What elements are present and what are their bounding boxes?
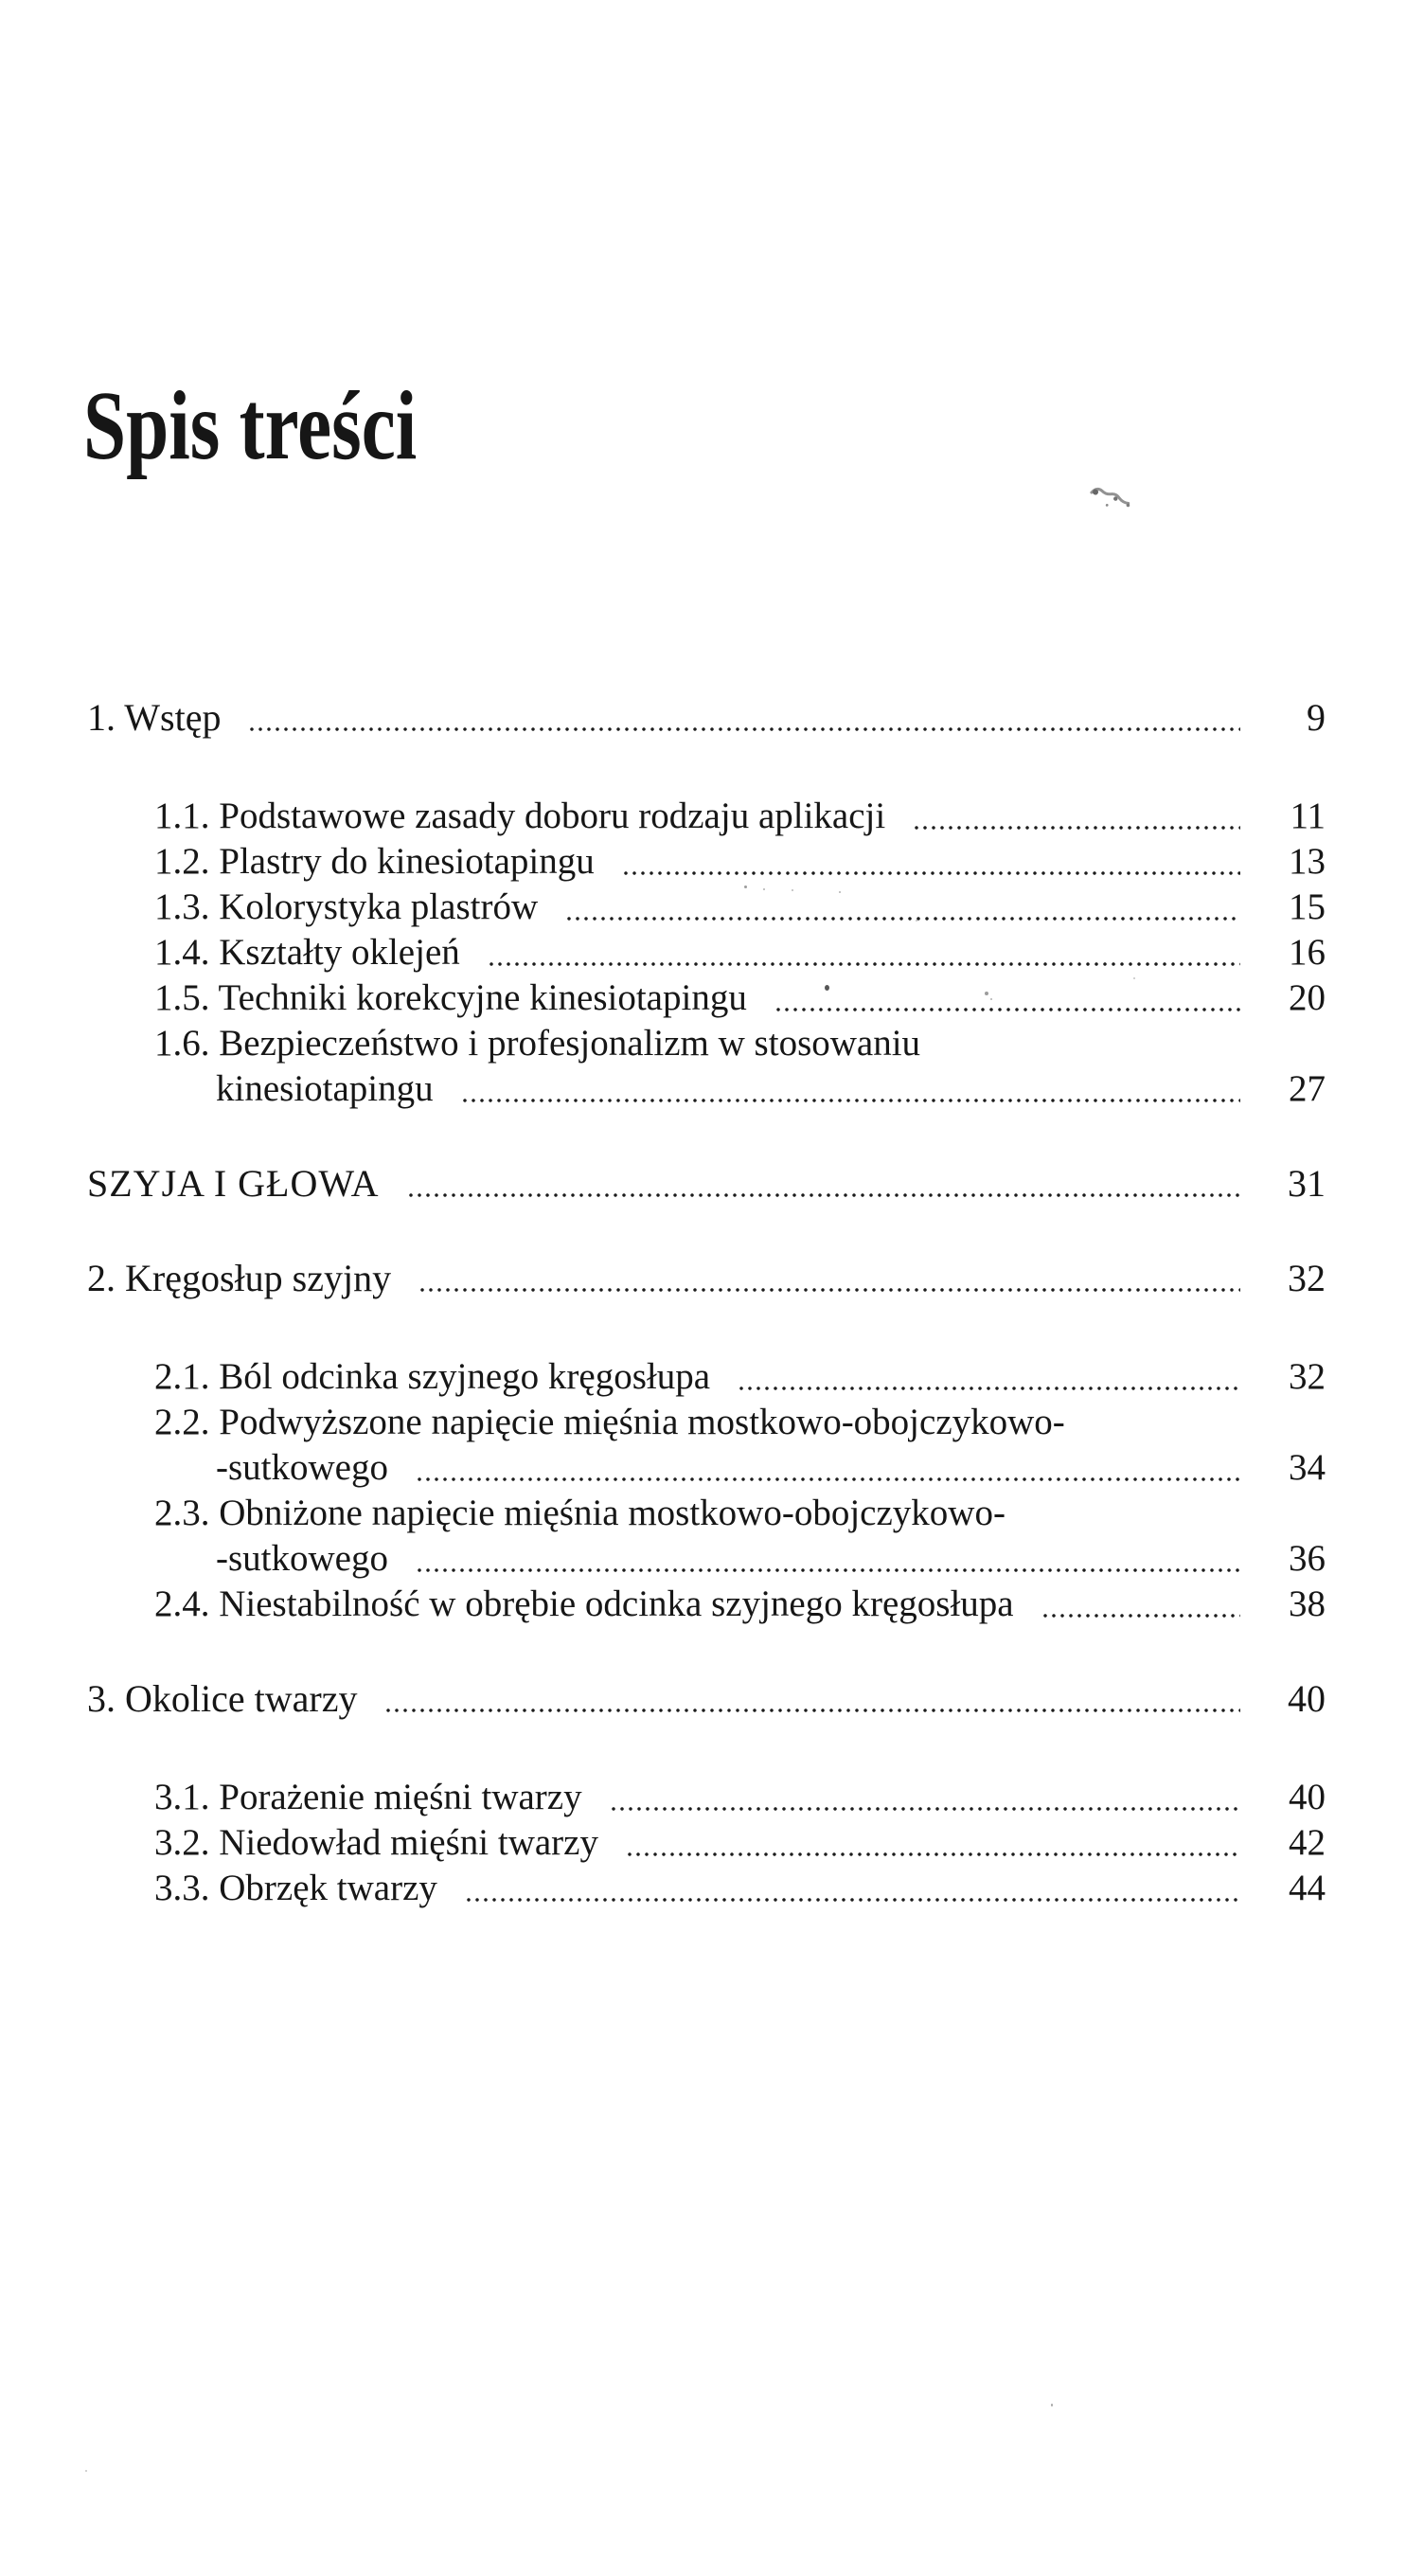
toc-entry-continuation-row [154,1445,1326,1491]
toc-entry [154,1021,1326,1112]
toc-entry-row [154,839,1326,885]
entry-label: -sutkowego [216,1447,388,1488]
entry-label: 1. Wstęp [87,696,222,739]
scan-speck [1051,2404,1053,2406]
toc-subentries [87,794,1326,1112]
toc-heading-row [87,695,1326,741]
dot-leader [914,825,1240,831]
dot-leader [623,870,1240,876]
scan-speck [990,998,992,1000]
dot-leader [489,961,1240,967]
entry-label: 3. Okolice twarzy [87,1677,358,1720]
entry-label: 2.2. Podwyższone napięcie mięśnia mostkowo-obojczykowo- [154,1402,1065,1442]
toc-entry-row [154,1866,1326,1911]
entry-label: 1.4. Kształty oklejeń [154,932,460,973]
dot-leader [462,1098,1240,1103]
entry-label: 3.2. Niedowład mięśni twarzy [154,1822,598,1863]
entry-label: 1.1. Podstawowe zasady doboru rodzaju aplikacji [154,796,886,836]
entry-label: 1.2. Plastry do kinesiotapingu [154,841,595,882]
page-number: 31 [1288,1162,1326,1205]
scan-speck [744,886,747,888]
entry-label: kinesiotapingu [216,1068,434,1109]
dot-leader [627,1852,1240,1857]
toc-entry-row [154,1775,1326,1820]
scan-speck [916,920,917,921]
page-number: 13 [1289,841,1326,882]
toc-entry-continuation-row [154,1066,1326,1112]
page-number: 16 [1289,932,1326,973]
scan-speck [1133,977,1135,979]
entry-label: 1.3. Kolorystyka plastrów [154,886,539,927]
toc-entry-row [154,930,1326,975]
scan-speck [85,2470,87,2472]
toc-entry-row [154,1820,1326,1866]
page-number: 20 [1289,977,1326,1018]
dot-leader [775,1007,1240,1012]
entry-label: 2.3. Obniżone napięcie mięśnia mostkowo-obojczykowo- [154,1493,1006,1533]
entry-label: SZYJA I GŁOWA [87,1162,380,1205]
toc-entry-row [154,1491,1326,1536]
dot-leader [739,1386,1240,1391]
scan-speck [792,889,793,891]
dot-leader [408,1192,1240,1198]
toc-entry-row [154,1400,1326,1445]
dot-leader [417,1476,1240,1482]
page-number: 15 [1289,886,1326,927]
toc-entry-row [154,794,1326,839]
scan-speck [763,888,765,890]
dot-leader [1042,1613,1240,1619]
scanned-page [0,371,1406,2576]
page-number: 9 [1307,696,1326,739]
page-number: 34 [1289,1447,1326,1488]
dot-leader [249,726,1240,732]
toc-heading-row [87,1676,1326,1722]
dot-leader [419,1287,1240,1293]
entry-label: 3.1. Porażenie mięśni twarzy [154,1777,582,1817]
dot-leader [385,1708,1240,1713]
toc-subentries [87,1775,1326,1911]
toc-section [87,1676,1326,1911]
toc-subentries [87,1354,1326,1627]
dot-leader [566,916,1240,921]
entry-label: 1.5. Techniki korekcyjne kinesiotapingu [154,977,747,1018]
toc-entry [154,1491,1326,1582]
entry-label: 3.3. Obrzęk twarzy [154,1868,437,1908]
page-number: 40 [1288,1677,1326,1720]
toc-heading-row [87,1161,1326,1207]
entry-label: 2.4. Niestabilność w obrębie odcinka szyjnego kręgosłupa [154,1583,1014,1624]
page-title: Spis treści [83,371,418,480]
toc-section [87,1256,1326,1627]
page-number: 32 [1288,1257,1326,1299]
entry-label: 1.6. Bezpieczeństwo i profesjonalizm w stosowaniu [154,1023,921,1064]
page-number: 42 [1289,1822,1326,1863]
toc-entry-row [154,975,1326,1021]
page-number: 36 [1289,1538,1326,1579]
dot-leader [417,1567,1240,1573]
page-number: 32 [1289,1356,1326,1397]
page-number: 44 [1289,1868,1326,1908]
toc-section [87,695,1326,1112]
dot-leader [611,1806,1240,1812]
page-number: 27 [1289,1068,1326,1109]
toc-heading-row [87,1256,1326,1301]
page-number: 38 [1289,1583,1326,1624]
page-number: 11 [1290,796,1326,836]
scan-speck [825,985,829,991]
toc-list [87,695,1326,1911]
toc-entry [154,1400,1326,1491]
dot-leader [466,1897,1240,1903]
toc-entry-row [154,1354,1326,1400]
page-content [0,371,1406,1911]
toc-section [87,1161,1326,1207]
entry-label: -sutkowego [216,1538,388,1579]
toc-entry-row [154,885,1326,930]
toc-entry-row [154,1582,1326,1627]
scan-speck [839,891,841,893]
scan-speck [985,992,988,995]
page-number: 40 [1289,1777,1326,1817]
entry-label: 2. Kręgosłup szyjny [87,1257,392,1299]
entry-label: 2.1. Ból odcinka szyjnego kręgosłupa [154,1356,711,1397]
toc-entry-row [154,1021,1326,1066]
toc-entry-continuation-row [154,1536,1326,1582]
